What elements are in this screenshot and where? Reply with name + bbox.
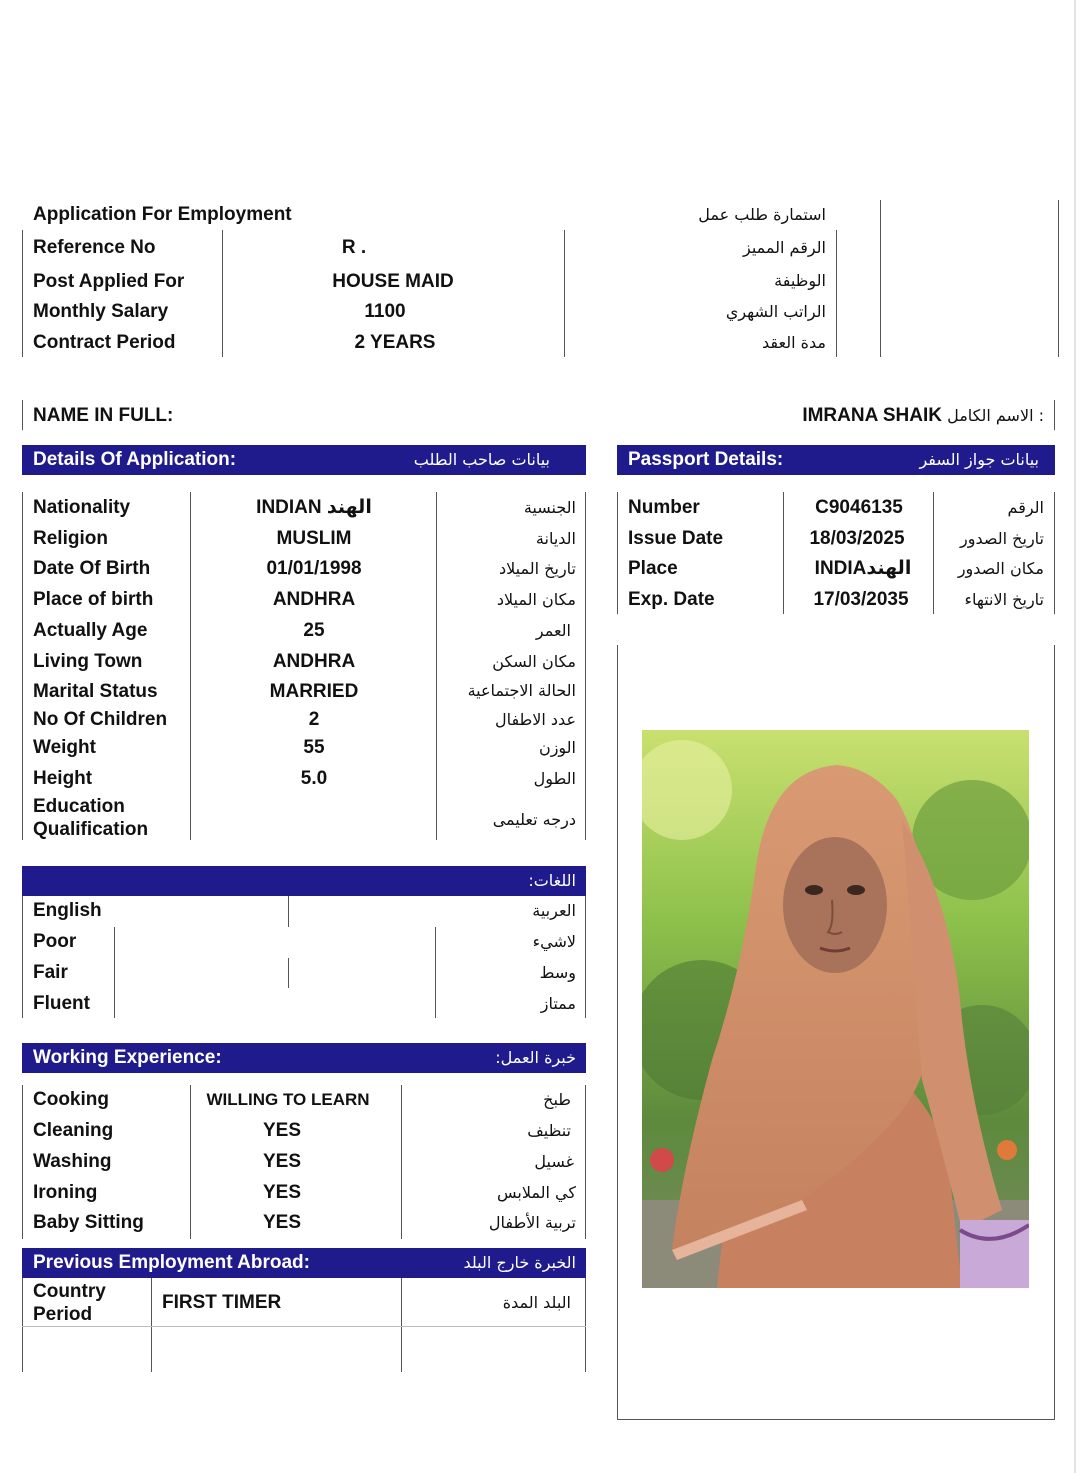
birthplace-label-ar: مكان الميلاد xyxy=(496,590,576,609)
height-value: 5.0 xyxy=(300,768,328,789)
cooking-value: WILLING TO LEARN xyxy=(206,1090,370,1109)
app-divider-1 xyxy=(190,492,191,840)
languages-header-bar xyxy=(22,866,586,896)
name-left-border xyxy=(22,400,23,430)
babysitting-label-ar: تربية الأطفال xyxy=(488,1213,576,1232)
nationality-value: INDIAN الهند xyxy=(256,497,372,518)
children-value: 2 xyxy=(308,709,320,730)
passport-heading: Passport Details: xyxy=(628,449,784,470)
previous-header-bar xyxy=(22,1248,586,1278)
lang-left-border xyxy=(22,896,23,1018)
dob-value: 01/01/1998 xyxy=(266,558,362,579)
app-right-border xyxy=(585,492,586,840)
prev-right-border xyxy=(585,1278,586,1372)
post-label: Post Applied For xyxy=(33,271,185,292)
experience-heading-ar: خبرة العمل: xyxy=(495,1048,576,1067)
passport-heading-ar: بيانات جواز السفر xyxy=(919,450,1039,469)
babysitting-value: YES xyxy=(262,1212,302,1233)
lang-divider-top xyxy=(288,896,289,927)
reference-label: Reference No xyxy=(33,237,156,258)
languages-heading-ar: اللغات: xyxy=(528,871,576,890)
passport-number-value: C9046135 xyxy=(815,497,903,518)
passport-divider-2 xyxy=(933,492,934,614)
birthplace-label: Place of birth xyxy=(33,589,154,610)
issue-place-label-ar: مكان الصدور xyxy=(957,559,1044,578)
exp-right-border xyxy=(585,1085,586,1239)
passport-divider-1 xyxy=(783,492,784,614)
application-heading-ar: بيانات صاحب الطلب xyxy=(413,450,550,469)
reference-value: R . xyxy=(341,237,367,258)
previous-heading-ar: الخبرة خارج البلد xyxy=(463,1253,576,1272)
passport-left-border xyxy=(617,492,618,614)
height-label: Height xyxy=(33,768,93,789)
photo-frame-bottom xyxy=(617,1419,1055,1420)
education-label-line1: Education xyxy=(33,796,125,817)
age-label-ar: العمر xyxy=(535,621,571,640)
prev-divider-1 xyxy=(151,1278,152,1372)
education-label-line2: Qualification xyxy=(33,819,149,840)
exp-divider-1 xyxy=(190,1085,191,1239)
exp-date-value: 17/03/2035 xyxy=(813,589,909,610)
header-divider-3 xyxy=(836,230,837,357)
lang-divider-1 xyxy=(114,927,115,1018)
children-label-ar: عدد الاطفال xyxy=(494,710,576,729)
name-value: IMRANA SHAIK xyxy=(802,405,942,426)
marital-label-ar: الحالة الاجتماعية xyxy=(467,681,576,700)
level-poor-label: Poor xyxy=(33,931,77,952)
name-right-border xyxy=(1054,400,1055,430)
religion-label-ar: الديانة xyxy=(535,529,576,548)
passport-number-label: Number xyxy=(628,497,700,518)
level-fluent-label-ar: ممتاز xyxy=(540,994,576,1013)
previous-value: FIRST TIMER xyxy=(162,1292,282,1313)
height-label-ar: الطول xyxy=(533,769,576,788)
experience-heading: Working Experience: xyxy=(33,1047,222,1068)
cleaning-label-ar: تنظيف xyxy=(527,1121,571,1140)
age-label: Actually Age xyxy=(33,620,148,641)
app-left-border xyxy=(22,492,23,840)
lang-divider-mid xyxy=(288,958,289,988)
weight-label: Weight xyxy=(33,737,96,758)
header-divider-2 xyxy=(564,230,565,357)
washing-label: Washing xyxy=(33,1151,112,1172)
passport-number-label-ar: الرقم xyxy=(1007,498,1044,517)
level-fluent-label: Fluent xyxy=(33,993,90,1014)
app-divider-2 xyxy=(436,492,437,840)
photo-frame-right xyxy=(1054,645,1055,1420)
passport-right-border xyxy=(1054,492,1055,614)
prev-row-separator xyxy=(22,1326,586,1327)
contract-value: 2 YEARS xyxy=(354,332,436,353)
salary-value: 1100 xyxy=(364,301,406,322)
previous-heading: Previous Employment Abroad: xyxy=(33,1252,310,1273)
header-divider-1 xyxy=(222,230,223,357)
prev-left-border xyxy=(22,1278,23,1372)
marital-value: MARRIED xyxy=(269,681,359,702)
salary-label-ar: الراتب الشهري xyxy=(725,302,826,321)
level-fair-label: Fair xyxy=(33,962,68,983)
header-left-border xyxy=(22,230,23,357)
cooking-label: Cooking xyxy=(33,1089,109,1110)
birthplace-value: ANDHRA xyxy=(272,589,356,610)
contract-label-ar: مدة العقد xyxy=(762,333,826,352)
header-divider-4 xyxy=(880,200,881,357)
cooking-label-ar: طبخ xyxy=(543,1090,571,1109)
nationality-label-ar: الجنسية xyxy=(523,498,576,517)
marital-label: Marital Status xyxy=(33,681,158,702)
exp-left-border xyxy=(22,1085,23,1239)
cleaning-label: Cleaning xyxy=(33,1120,114,1141)
issue-place-value: INDIAالهند xyxy=(814,558,912,579)
town-value: ANDHRA xyxy=(272,651,356,672)
language-english-label: English xyxy=(33,900,102,921)
town-label: Living Town xyxy=(33,651,143,672)
header-right-border xyxy=(1058,200,1059,357)
lang-right-border xyxy=(585,896,586,1018)
babysitting-label: Baby Sitting xyxy=(33,1212,144,1233)
post-value: HOUSE MAID xyxy=(332,271,454,292)
salary-label: Monthly Salary xyxy=(33,301,169,322)
town-label-ar: مكان السكن xyxy=(492,652,576,671)
nationality-label: Nationality xyxy=(33,497,131,518)
issue-date-label-ar: تاريخ الصدور xyxy=(960,529,1044,548)
experience-header-bar xyxy=(22,1043,586,1073)
contract-label: Contract Period xyxy=(33,332,176,353)
level-poor-label-ar: لاشيء xyxy=(532,932,576,951)
language-arabic-label: العربية xyxy=(532,901,576,920)
washing-label-ar: غسيل xyxy=(534,1152,574,1171)
previous-label-ar: البلد المدة xyxy=(502,1293,571,1312)
page-edge-shadow xyxy=(1074,0,1076,1473)
post-label-ar: الوظيفة xyxy=(774,271,826,290)
previous-label-line1: Country xyxy=(33,1281,106,1302)
previous-label-line2: Period xyxy=(33,1304,93,1325)
washing-value: YES xyxy=(262,1151,302,1172)
exp-date-label-ar: تاريخ الانتهاء xyxy=(964,590,1044,609)
weight-value: 55 xyxy=(303,737,325,758)
education-label-ar: درجه تعليمى xyxy=(492,810,576,829)
applicant-photo xyxy=(642,730,1029,1288)
form-title-ar: استمارة طلب عمل xyxy=(698,205,826,224)
cleaning-value: YES xyxy=(262,1120,302,1141)
application-heading: Details Of Application: xyxy=(33,449,237,470)
ironing-value: YES xyxy=(262,1182,302,1203)
religion-value: MUSLIM xyxy=(276,528,352,549)
reference-label-ar: الرقم المميز xyxy=(742,238,826,257)
issue-place-label: Place xyxy=(628,558,678,579)
exp-divider-2 xyxy=(401,1085,402,1239)
prev-divider-2 xyxy=(401,1278,402,1372)
name-label-ar: : الاسم الكامل xyxy=(947,406,1044,425)
name-label: NAME IN FULL: xyxy=(33,405,174,426)
dob-label-ar: تاريخ الميلاد xyxy=(499,559,576,578)
ironing-label-ar: كي الملابس xyxy=(496,1183,576,1202)
photo-frame-left xyxy=(617,645,618,1420)
dob-label: Date Of Birth xyxy=(33,558,151,579)
issue-date-value: 18/03/2025 xyxy=(809,528,905,549)
weight-label-ar: الوزن xyxy=(538,738,576,757)
passport-header-bar xyxy=(617,445,1055,475)
lang-divider-2 xyxy=(435,927,436,1018)
children-label: No Of Children xyxy=(33,709,168,730)
age-value: 25 xyxy=(303,620,325,641)
application-header-bar xyxy=(22,445,586,475)
exp-date-label: Exp. Date xyxy=(628,589,715,610)
form-title: Application For Employment xyxy=(33,204,292,225)
level-fair-label-ar: وسط xyxy=(539,963,576,982)
issue-date-label: Issue Date xyxy=(628,528,724,549)
ironing-label: Ironing xyxy=(33,1182,98,1203)
religion-label: Religion xyxy=(33,528,108,549)
